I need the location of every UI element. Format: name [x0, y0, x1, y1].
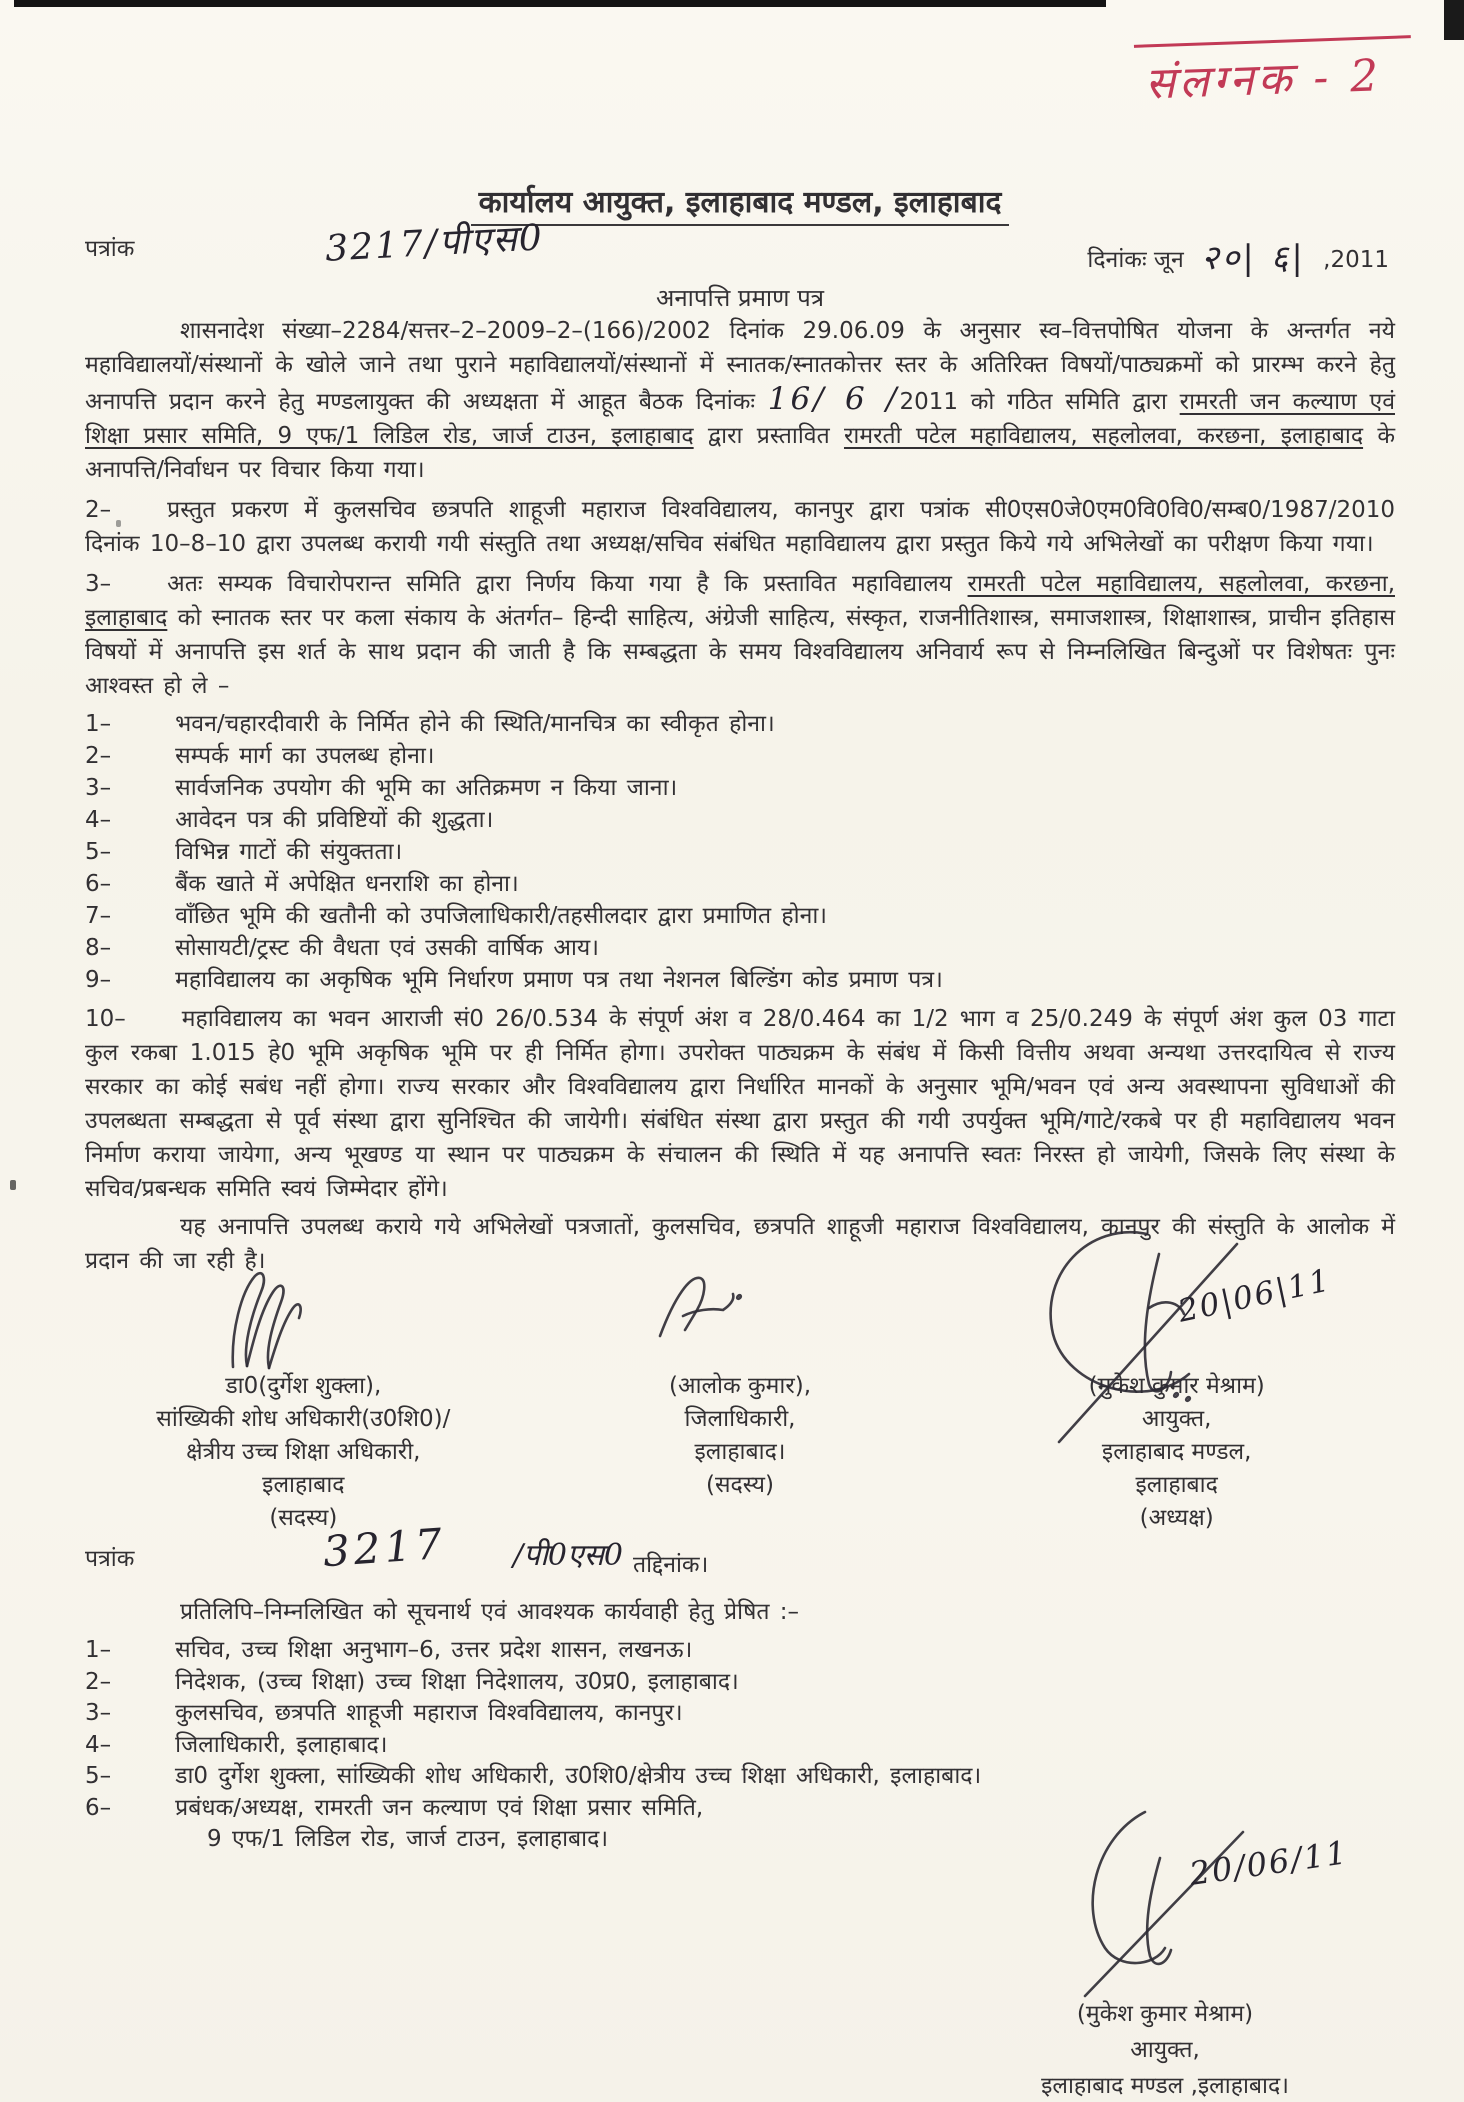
list-item	[85, 964, 1395, 996]
scan-corner-artifact	[1444, 0, 1464, 40]
office-title: कार्यालय आयुक्त, इलाहाबाद मण्डल, इलाहाबाद	[471, 185, 1010, 226]
signatory-left	[85, 1370, 522, 1535]
signatory-name: (आलोक कुमार),	[668, 1373, 812, 1399]
paragraph-3	[85, 567, 1395, 703]
list-item	[85, 868, 1395, 900]
year-text: ,2011	[1323, 247, 1389, 273]
letter-number-row	[85, 217, 1395, 279]
paragraph-10	[85, 1002, 1395, 1206]
text-segment: प्रस्तुत प्रकरण में कुलसचिव छत्रपति शाहूजी महाराज विश्वविद्यालय, कानपुर द्वारा पत्रांक सी0एस0जे0एम0वि0वि0/सम्ब0/1987/2010 दिनांक 10–8–10 द्वारा उपलब्ध करायी गयी संस्तुति तथा अध्यक्ष/सचिव संबंधित महाविद्यालय द्वारा प्रस्तुत किये गये अभिलेखों का परीक्षण किया गया।	[85, 497, 1395, 557]
item-number: 2–	[85, 743, 112, 769]
signatory-line: इलाहाबाद	[262, 1472, 345, 1498]
item-number: 9–	[85, 967, 112, 993]
date-line	[1087, 231, 1389, 277]
signatory-name: डा0(दुर्गेश शुक्ला),	[225, 1373, 382, 1399]
item-text: भवन/चहारदीवारी के निर्मित होने की स्थिति/मानचित्र का स्वीकृत होना।	[175, 711, 775, 737]
bottom-signatory	[935, 1996, 1395, 2102]
item-text: प्रबंधक/अध्यक्ष, रामरती जन कल्याण एवं शिक्षा प्रसार समिति,	[175, 1794, 704, 1821]
list-item	[85, 740, 1395, 772]
handwritten-meeting-date: 16/ 6 /	[767, 381, 900, 417]
signatory-name: (मुकेश कुमार मेश्राम)	[1088, 1373, 1265, 1399]
item-text: सार्वजनिक उपयोग की भूमि का अतिक्रमण न किया जाना।	[175, 775, 678, 801]
same-date-text: तद्दिनांक।	[633, 1552, 709, 1578]
item-number: 4–	[85, 807, 112, 833]
handwritten-letter-number: 3217	[321, 1518, 448, 1577]
signatory-name: (मुकेश कुमार मेश्राम)	[1076, 2000, 1254, 2027]
text-segment: अतः सम्यक विचारोपरान्त समिति द्वारा निर्णय किया गया है कि प्रस्तावित महाविद्यालय	[167, 571, 953, 597]
signatory-line: सांख्यिकी शोध अधिकारी(उ0शि0)/	[156, 1406, 451, 1432]
scan-speck	[10, 1180, 16, 1190]
item-text: निदेशक, (उच्च शिक्षा) उच्च शिक्षा निदेशालय, उ0प्र0, इलाहाबाद।	[175, 1668, 739, 1695]
item-number: 6–	[85, 1794, 112, 1821]
text-segment: द्वारा प्रस्तावित	[707, 423, 830, 449]
signatory-line: जिलाधिकारी,	[684, 1406, 796, 1432]
signature-row	[85, 1262, 1395, 1535]
item-text: महाविद्यालय का अकृषिक भूमि निर्धारण प्रमाण पत्र तथा नेशनल बिल्डिंग कोड प्रमाण पत्र।	[175, 967, 943, 993]
paragraph-2	[85, 493, 1395, 561]
list-item	[85, 900, 1395, 932]
signatory-line: आयुक्त,	[1130, 2036, 1200, 2063]
text-segment: महाविद्यालय का भवन आराजी सं0 26/0.534 के संपूर्ण अंश व 28/0.464 का 1/2 भाग व 25/0.249 के संपूर्ण अंश कुल 03 गाटा कुल रकबा 1.015 हे0 भूमि अकृषिक भूमि पर ही निर्मित होगा। उपरोक्त पाठ्यक्रम के संबंध में किसी वित्तीय अथवा अन्यथा उत्तरदायित्व से राज्य सरकार का कोई सबंध नहीं होगा। राज्य सरकार और विश्वविद्यालय द्वारा निर्धारित मानकों के अनुसार भूमि/भवन एवं अन्य अवस्थापना सुविधाओं की उपलब्धता सम्बद्धता से पूर्व संस्था द्वारा सुनिश्चित की जायेगी। संबंधित संस्था द्वारा प्रस्तुत की गयी उपर्युक्त भूमि/गाटे/रकबे पर ही महाविद्यालय भवन निर्माण कराया जायेगा, अन्य भूखण्ड या स्थान पर पाठ्यक्रम के संचालन की स्थिति में यह अनापत्ति स्वतः निरस्त हो जायेगी, जिसके लिए संस्था के सचिव/प्रबन्धक समिति स्वयं जिम्मेदार होंगे।	[85, 1006, 1395, 1202]
subject-title: अनापत्ति प्रमाण पत्र	[655, 284, 825, 312]
copy-heading: प्रतिलिपि–निम्नलिखित को सूचनार्थ एवं आवश्यक कार्यवाही हेतु प्रेषित :–	[180, 1599, 800, 1625]
handwritten-sign-date: 20/06/11	[1187, 1832, 1351, 1893]
item-number: 1–	[85, 1637, 112, 1663]
item-number: 7–	[85, 903, 112, 929]
item-number: 4–	[85, 1731, 112, 1758]
item-number: 3–	[85, 571, 112, 597]
item-number: 8–	[85, 935, 112, 961]
item-number: 2–	[85, 1668, 112, 1695]
society-name-underlined: रामरती जन कल्याण एवं शिक्षा प्रसार समिति, 9 एफ/1 लिडिल रोड, जार्ज टाउन, इलाहाबाद	[85, 389, 1395, 449]
list-item	[85, 772, 1395, 804]
letter-body	[85, 0, 1395, 2102]
list-item	[85, 1730, 1395, 1762]
college-name-underlined: रामरती पटेल महाविद्यालय, सहलोलवा, करछना, इलाहाबाद	[85, 571, 1395, 631]
item-number: 6–	[85, 871, 112, 897]
item-text: बैंक खाते में अपेक्षित धनराशि का होना।	[175, 871, 519, 897]
list-item	[85, 1761, 1395, 1793]
handwritten-date: २०| ६|	[1201, 238, 1306, 278]
signatory-line: (सदस्य)	[706, 1472, 774, 1498]
list-item	[85, 708, 1395, 740]
item-number: 1–	[85, 711, 112, 737]
signatory-line: (अध्यक्ष)	[1139, 1505, 1214, 1531]
handwritten-letter-number: 3217/पीएस0	[324, 217, 545, 270]
signature-scribble-icon	[645, 1266, 755, 1346]
list-item	[85, 1698, 1395, 1730]
list-item	[85, 836, 1395, 868]
signatory-line: इलाहाबाद।	[694, 1439, 786, 1465]
item-text: सचिव, उच्च शिक्षा अनुभाग–6, उत्तर प्रदेश शासन, लखनऊ।	[175, 1637, 693, 1663]
signatory-line: इलाहाबाद मण्डल,	[1101, 1439, 1252, 1465]
list-item	[85, 932, 1395, 964]
item-text: कुलसचिव, छत्रपति शाहूजी महाराज विश्वविद्यालय, कानपुर।	[175, 1700, 683, 1726]
item-text: जिलाधिकारी, इलाहाबाद।	[175, 1731, 388, 1758]
letter-number-label: पत्रांक	[85, 236, 135, 262]
text-segment: 2011 को गठित समिति द्वारा	[899, 389, 1167, 415]
paragraph-1	[85, 314, 1395, 487]
item-text: डा0 दुर्गेश शुक्ला, सांख्यिकी शोध अधिकारी, उ0शि0/क्षेत्रीय उच्च शिक्षा अधिकारी, इलाहाबाद।	[175, 1763, 982, 1789]
signature-scribble-icon	[1025, 1796, 1265, 2006]
list-item-continuation: 9 एफ/1 लिडिल रोड, जार्ज टाउन, इलाहाबाद।	[207, 1826, 609, 1852]
signatory-middle	[522, 1370, 959, 1535]
item-text: आवेदन पत्र की प्रविष्टियों की शुद्धता।	[175, 807, 494, 833]
signatory-line: (सदस्य)	[269, 1505, 338, 1531]
signatory-line: क्षेत्रीय उच्च शिक्षा अधिकारी,	[186, 1439, 421, 1465]
signatory-line: आयुक्त,	[1141, 1406, 1212, 1432]
signature-scribble-icon	[203, 1262, 323, 1380]
text-segment: शासनादेश संख्या–2284/सत्तर–2–2009–2–(166)/2002 दिनांक 29.06.09 के अनुसार स्व–वित्तपोषित योजना के अन्तर्गत नये महाविद्यालयों/संस्थानों के खोले जाने तथा पुराने महाविद्यालयों/संस्थानों में स्नातक/स्नातकोत्तर स्तर के अतिरिक्त विषयों/पाठ्यक्रमों को प्रारम्भ करने हेतु अनापत्ति प्रदान करने हेतु मण्डलायुक्त की अध्यक्षता में आहूत बैठक दिनांकः	[85, 318, 1395, 415]
signatory-line: इलाहाबाद	[1135, 1472, 1218, 1498]
date-label: दिनांकः जून	[1087, 247, 1184, 273]
conditions-list	[85, 708, 1395, 996]
closing-paragraph: यह अनापत्ति उपलब्ध कराये गये अभिलेखों पत्रजातों, कुलसचिव, छत्रपति शाहूजी महाराज विश्वविद्यालय, कानपुर की संस्तुति के आलोक में प्रदान की जा रही है।	[85, 1214, 1395, 1274]
text-segment: को स्नातक स्तर पर कला संकाय के अंतर्गत– हिन्दी साहित्य, अंग्रेजी साहित्य, संस्कृत, राजनीतिशास्त्र, समाजशास्त्र, शिक्षाशास्त्र, प्राचीन इतिहास विषयों में अनापत्ति इस शर्त के साथ प्रदान की जाती है कि सम्बद्धता के समय विश्वविद्यालय अनिवार्य रूप से निम्नलिखित बिन्दुओं पर विशेषतः पुनः आश्वस्त हो ले –	[85, 605, 1395, 699]
header	[85, 180, 1395, 221]
letter-number-label: पत्रांक	[85, 1546, 135, 1572]
text-segment: के अनापत्ति/निर्वाधन पर विचार किया गया।	[85, 423, 1396, 483]
handwritten-sign-date: 20|06|11	[1174, 1262, 1335, 1330]
list-item	[85, 804, 1395, 836]
item-number: 2–	[85, 497, 112, 523]
signature-scribble-icon	[997, 1212, 1277, 1448]
item-text: सोसायटी/ट्रस्ट की वैधता एवं उसकी वार्षिक आय।	[175, 935, 599, 961]
item-number: 10–	[85, 1006, 126, 1032]
handwritten-dept-code: /पी0एस0	[513, 1538, 623, 1573]
signatory-line: इलाहाबाद मण्डल ,इलाहाबाद।	[1041, 2072, 1289, 2099]
item-number: 3–	[85, 1700, 112, 1726]
item-text: वाँछित भूमि की खतौनी को उपजिलाधिकारी/तहसीलदार द्वारा प्रमाणित होना।	[175, 903, 828, 929]
list-item	[85, 1635, 1395, 1667]
item-number: 3–	[85, 775, 112, 801]
item-text: विभिन्न गाटों की संयुक्तता।	[175, 839, 403, 865]
item-number: 5–	[85, 1763, 112, 1789]
item-number: 5–	[85, 839, 112, 865]
handwritten-attachment-note: संलग्नक - 2	[1134, 35, 1413, 112]
list-item	[85, 1667, 1395, 1699]
college-name-underlined: रामरती पटेल महाविद्यालय, सहलोलवा, करछना, इलाहाबाद	[843, 423, 1364, 449]
item-text: सम्पर्क मार्ग का उपलब्ध होना।	[175, 743, 435, 769]
